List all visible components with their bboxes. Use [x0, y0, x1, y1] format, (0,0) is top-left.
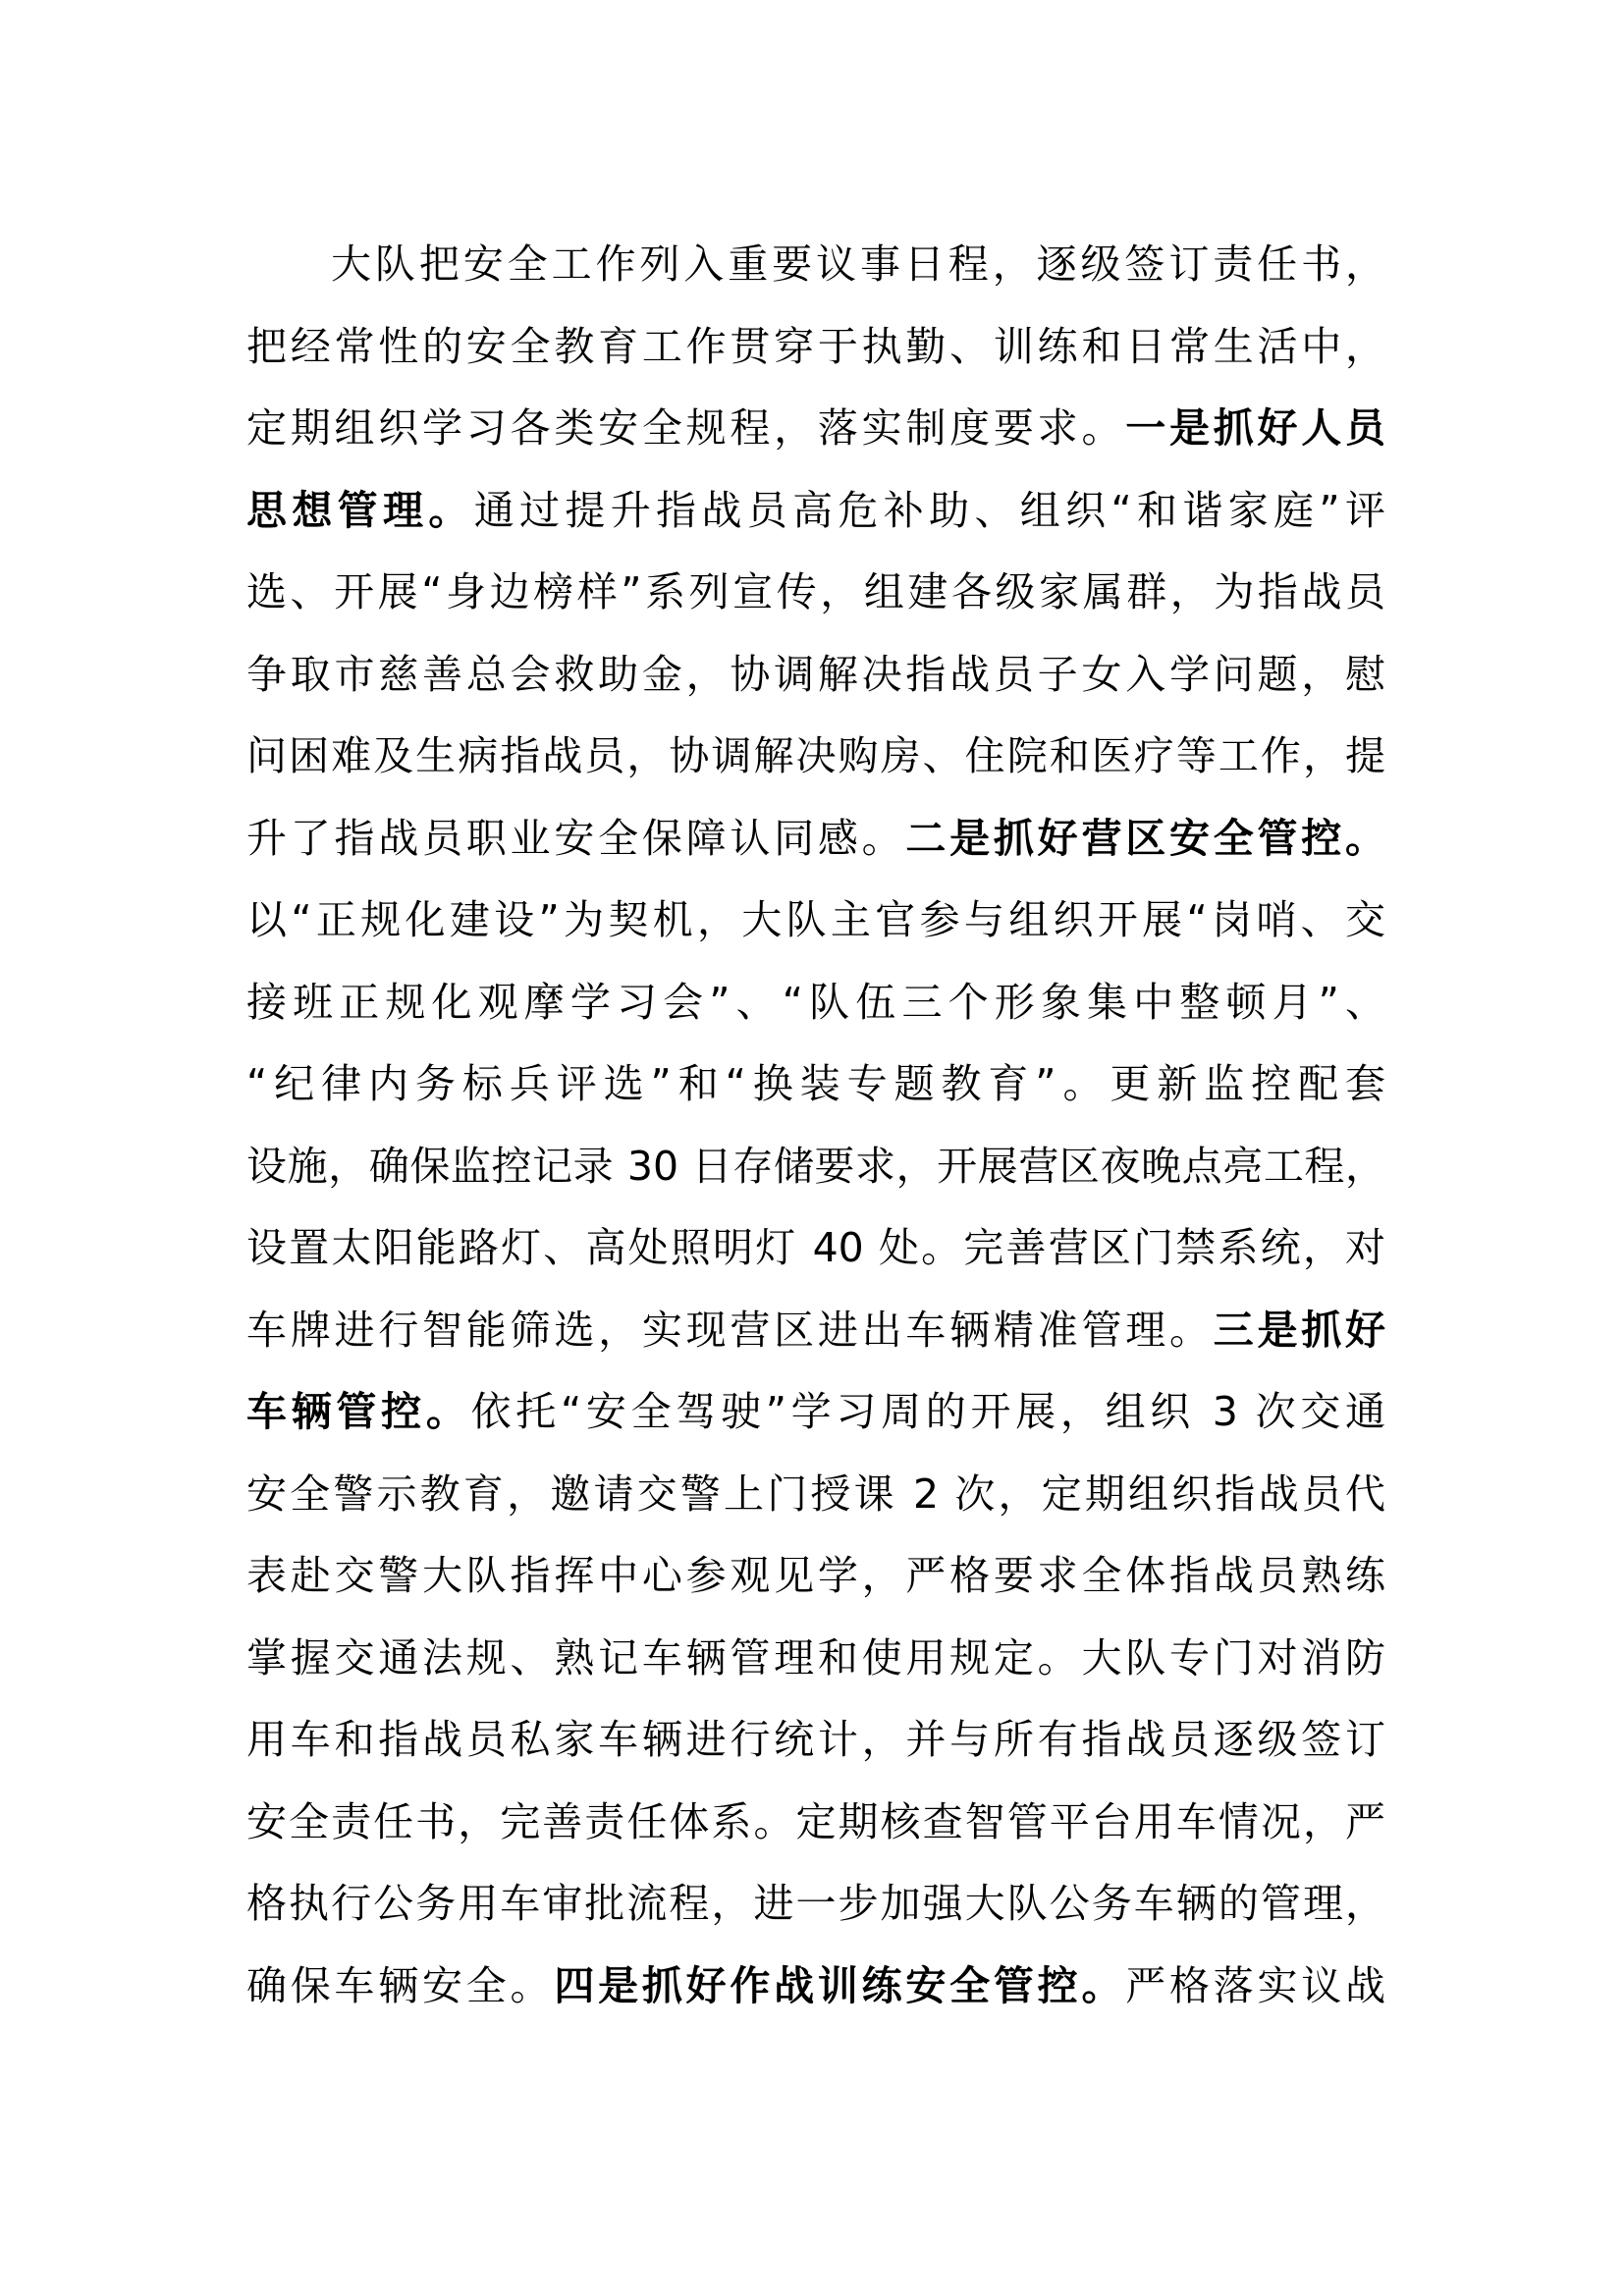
- text-line: [246, 1946, 1385, 2028]
- text-line: [246, 1043, 1385, 1126]
- body-paragraph: [246, 224, 1385, 2027]
- text-run: 问困难及生病指战员，协调解决购房、住院和医疗等工作，提: [246, 732, 1385, 779]
- text-run: 升了指战员职业安全保障认同感。: [246, 814, 906, 862]
- text-run: 安全警示教育，邀请交警上门授课 2 次，定期组织指战员代: [246, 1469, 1385, 1518]
- text-run: 以“正规化建设”为契机，大队主官参与组织开展“岗哨、交: [246, 896, 1385, 943]
- text-run: 严格落实议战: [1125, 1961, 1386, 2009]
- text-line: [246, 880, 1385, 962]
- bold-heading-run: 车辆管控。: [246, 1388, 471, 1435]
- text-line: [246, 1618, 1385, 1700]
- text-run: 表赴交警大队指挥中心参观见学，严格要求全体指战员熟练: [246, 1552, 1385, 1599]
- text-line: [246, 1454, 1385, 1536]
- text-run: 选、开展“身边榜样”系列宣传，组建各级家属群，为指战员: [246, 568, 1385, 615]
- text-line: [246, 1535, 1385, 1618]
- text-run: 设施，确保监控记录 30 日存储要求，开展营区夜晚点亮工程，: [246, 1142, 1385, 1190]
- text-run: 车牌进行智能筛选，实现营区进出车辆精准管理。: [246, 1306, 1214, 1354]
- text-run: 接班正规化观摩学习会”、“队伍三个形象集中整顿月”、: [246, 978, 1385, 1026]
- text-run: 设置太阳能路灯、高处照明灯 40 处。完善营区门禁系统，对: [246, 1224, 1385, 1271]
- text-line: [246, 1863, 1385, 1946]
- text-run: 争取市慈善总会救助金，协调解决指战员子女入学问题，慰: [246, 650, 1385, 698]
- text-line: [246, 1290, 1385, 1372]
- text-line: [246, 1699, 1385, 1782]
- bold-heading-run: 二是抓好营区安全管控。: [905, 814, 1386, 862]
- text-run: 大队把安全工作列入重要议事日程，逐级签订责任书，: [331, 240, 1385, 288]
- bold-heading-run: 一是抓好人员: [1125, 404, 1386, 452]
- text-run: “纪律内务标兵评选”和“换装专题教育”。更新监控配套: [246, 1060, 1385, 1107]
- text-line: [246, 634, 1385, 717]
- text-run: 通过提升指战员高危补助、组织“和谐家庭”评: [473, 486, 1385, 534]
- text-line: [246, 716, 1385, 798]
- text-run: 依托“安全驾驶”学习周的开展，组织 3 次交通: [470, 1388, 1385, 1435]
- text-run: 确保车辆安全。: [246, 1961, 555, 2009]
- text-line: [246, 306, 1385, 389]
- text-line: [246, 1126, 1385, 1208]
- text-line: [246, 388, 1385, 470]
- text-line: [246, 470, 1385, 553]
- text-run: 定期组织学习各类安全规程，落实制度要求。: [246, 404, 1126, 452]
- text-run: 把经常性的安全教育工作贯穿于执勤、训练和日常生活中，: [246, 322, 1385, 370]
- text-run: 掌握交通法规、熟记车辆管理和使用规定。大队专门对消防: [246, 1633, 1385, 1682]
- bold-heading-run: 四是抓好作战训练安全管控。: [554, 1961, 1126, 2009]
- text-line: [246, 552, 1385, 634]
- text-run: 用车和指战员私家车辆进行统计，并与所有指战员逐级签订: [246, 1716, 1385, 1763]
- text-line: [246, 962, 1385, 1044]
- text-line: [246, 224, 1385, 306]
- text-line: [246, 1782, 1385, 1864]
- text-line: [246, 1371, 1385, 1454]
- text-line: [246, 1207, 1385, 1290]
- text-run: 安全责任书，完善责任体系。定期核查智管平台用车情况，严: [246, 1797, 1385, 1845]
- bold-heading-run: 思想管理。: [246, 486, 474, 534]
- text-run: 格执行公务用车审批流程，进一步加强大队公务车辆的管理，: [246, 1880, 1385, 1927]
- bold-heading-run: 三是抓好: [1213, 1306, 1385, 1354]
- text-line: [246, 798, 1385, 881]
